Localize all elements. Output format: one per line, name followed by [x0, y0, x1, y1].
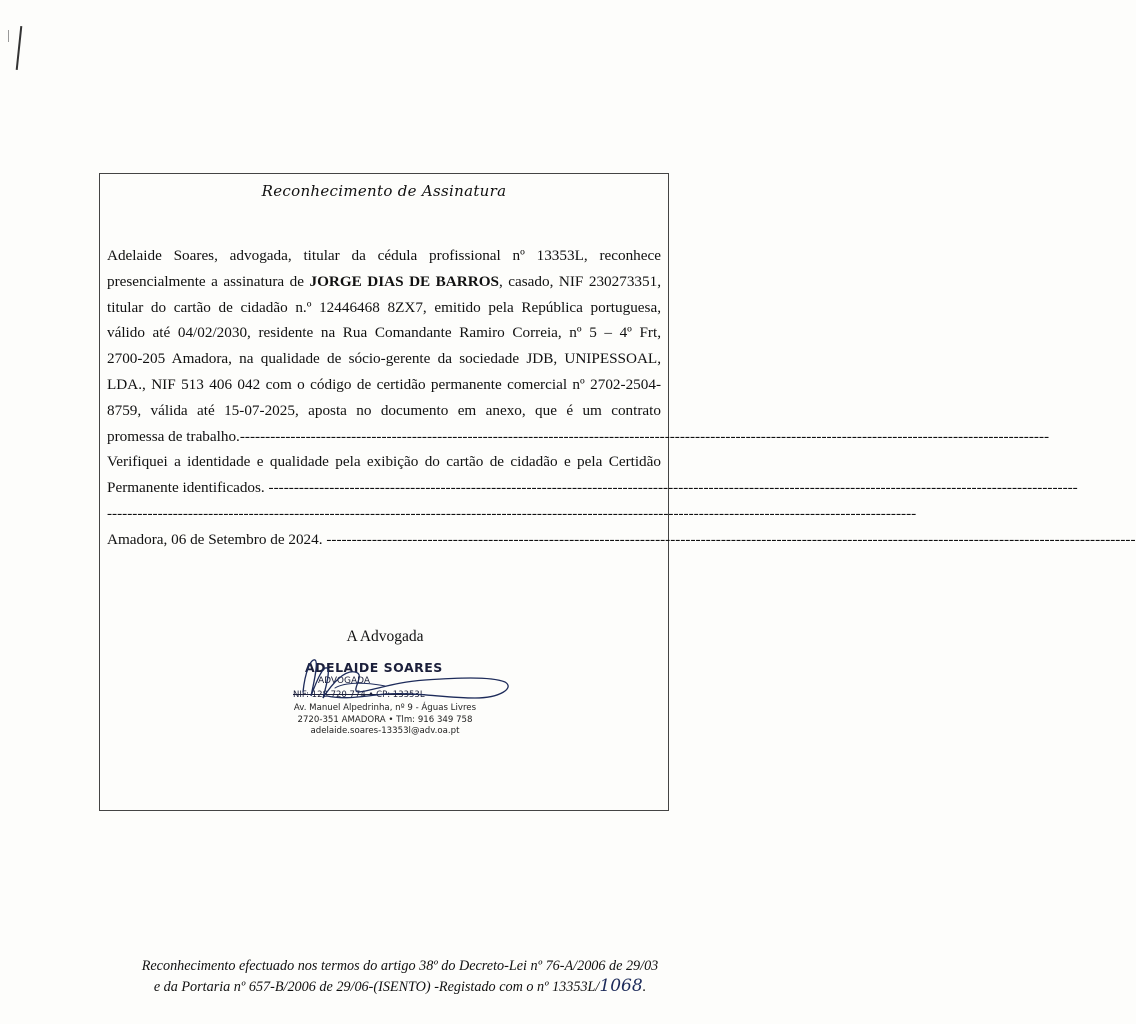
stamp-address-line: 2720-351 AMADORA • Tlm: 916 349 758: [297, 714, 473, 725]
body-line-dashed: [107, 424, 1050, 450]
body-line: Verifiquei a identidade e qualidade pela exibição do cartão de cidadão e pela Certidão: [107, 453, 661, 471]
stamp-nif: NIF: 128 720 774 • CP: 13353L: [293, 690, 425, 700]
margin-pen-mark-small: [8, 30, 9, 42]
footer-line-text: e da Portaria nº 657-B/2006 de 29/06-(ISENTO) -Registado com o nº 13353L/: [153, 979, 600, 995]
stamp-email: adelaide.soares-13353l@adv.oa.pt: [310, 726, 460, 736]
date-line: [107, 527, 1136, 553]
body-line-text: promessa de trabalho.: [107, 427, 240, 445]
footer-line: Reconhecimento efectuado nos termos do artigo 38º do Decreto-Lei nº 76-A/2006 de 29/03: [141, 958, 659, 974]
margin-pen-mark: [16, 26, 23, 70]
dash-fill: ----------------------------------------------------------------------------------------------------------------------------------------------------------------: [268, 479, 1078, 497]
body-line-text: Permanente identificados.: [107, 479, 265, 497]
body-line: 8759, válida até 15-07-2025, aposta no documento em anexo, que é um contrato: [107, 401, 661, 419]
dash-fill: ----------------------------------------------------------------------------------------------------------------------------------------------------------------: [239, 427, 1050, 445]
body-line-with-name: [107, 269, 661, 295]
certificate-body: [107, 243, 1136, 553]
date-text: Amadora, 06 de Setembro de 2024.: [107, 530, 323, 548]
stamp-address-line: Av. Manuel Alpedrinha, nº 9 - Águas Livres: [293, 703, 477, 713]
footer-line: e da Portaria nº 657-B/2006 de 29/06-(ISENTO) -Registado com o nº 13353L/1068.: [153, 976, 647, 996]
stamp-name: ADELAIDE SOARES: [305, 660, 443, 675]
dash-only-line: [107, 501, 917, 527]
stamp-role: ADVOGADA: [318, 676, 371, 686]
dash-fill: ----------------------------------------------------------------------------------------------------------------------------------------------------------------: [326, 530, 1136, 548]
registration-number: 1068: [599, 976, 643, 996]
signatory-role: A Advogada: [346, 628, 424, 645]
body-line: Adelaide Soares, advogada, titular da cédula profissional nº 13353L, reconhece: [107, 247, 661, 264]
body-line: titular do cartão de cidadão n.º 12446468 8ZX7, emitido pela República portuguesa,: [107, 298, 661, 316]
stamp-address: [275, 703, 495, 738]
lawyer-stamp: [275, 652, 495, 744]
body-line: válido até 04/02/2030, residente na Rua Comandante Ramiro Correia, nº 5 – 4º Frt,: [107, 324, 661, 342]
body-line: 2700-205 Amadora, na qualidade de sócio-gerente da sociedade JDB, UNIPESSOAL,: [107, 350, 661, 368]
body-line-text: , casado, NIF 230273351,: [498, 272, 661, 290]
signer-name: JORGE DIAS DE BARROS: [309, 272, 499, 290]
body-line-text: presencialmente a assinatura de: [107, 272, 310, 290]
body-line: LDA., NIF 513 406 042 com o código de certidão permanente comercial nº 2702-2504-: [107, 375, 661, 393]
body-line-dashed: [107, 475, 1078, 501]
certificate-box: [99, 173, 1136, 811]
certificate-title: Reconhecimento de Assinatura: [261, 182, 507, 200]
dash-fill: ----------------------------------------------------------------------------------------------------------------------------------------------------------------: [107, 504, 917, 522]
legal-footer: [100, 956, 700, 997]
